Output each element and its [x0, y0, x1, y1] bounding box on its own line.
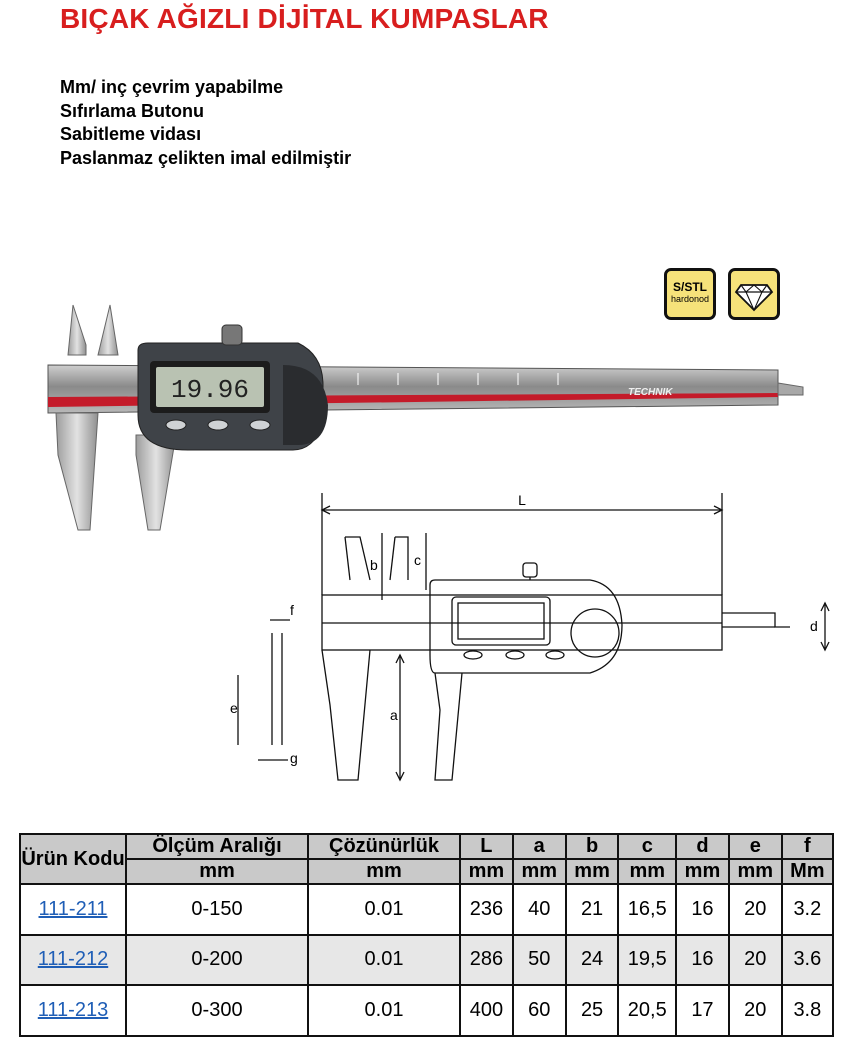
range-cell: 0-150	[126, 884, 308, 935]
product-code-cell	[20, 935, 126, 986]
unit-header: mm	[126, 859, 308, 884]
unit-header: mm	[618, 859, 676, 884]
dimension-label-f: f	[290, 602, 294, 618]
b-cell: 24	[566, 935, 619, 986]
dimension-drawing	[230, 485, 835, 785]
feature-item: Paslanmaz çelikten imal edilmiştir	[60, 147, 352, 168]
L-cell: 400	[460, 985, 513, 1036]
d-cell: 16	[676, 935, 729, 986]
feature-item: Mm/ inç çevrim yapabilme	[60, 77, 284, 97]
column-header-range: Ölçüm Aralığı	[126, 834, 308, 859]
dimension-label-b: b	[370, 557, 378, 573]
range-cell: 0-300	[126, 985, 308, 1036]
c-cell: 16,5	[618, 884, 676, 935]
unit-button	[166, 420, 186, 430]
d-cell: 16	[676, 884, 729, 935]
power-button	[208, 420, 228, 430]
unit-header: mm	[513, 859, 566, 884]
display-value: 19.96	[170, 375, 250, 405]
L-cell: 286	[460, 935, 513, 986]
feature-list	[60, 76, 351, 170]
feature-item: Sıfırlama Butonu	[60, 100, 205, 121]
resolution-cell: 0.01	[308, 985, 460, 1036]
e-cell: 20	[729, 884, 782, 935]
feature-item: Sabitleme vidası	[60, 124, 202, 144]
brand-label: TECHNIK	[628, 387, 673, 398]
e-cell: 20	[729, 935, 782, 986]
column-header-e: e	[729, 834, 782, 859]
c-cell: 20,5	[618, 985, 676, 1036]
unit-header: mm	[460, 859, 513, 884]
f-cell: 3.8	[782, 985, 833, 1036]
a-cell: 60	[513, 985, 566, 1036]
range-cell: 0-200	[126, 935, 308, 986]
unit-header: mm	[566, 859, 619, 884]
dimension-label-L: L	[518, 492, 526, 508]
zero-button	[250, 420, 270, 430]
column-header-c: c	[618, 834, 676, 859]
product-code-link[interactable]: 111-213	[37, 999, 109, 1022]
b-cell: 21	[566, 884, 619, 935]
unit-header: mm	[676, 859, 729, 884]
table-row	[20, 935, 833, 986]
L-cell: 236	[460, 884, 513, 935]
lock-screw	[222, 325, 242, 345]
column-header-a: a	[513, 834, 566, 859]
page-title: BIÇAK AĞIZLI DİJİTAL KUMPASLAR	[60, 3, 549, 34]
column-header-L: L	[460, 834, 513, 859]
column-header-d: d	[676, 834, 729, 859]
resolution-cell: 0.01	[308, 884, 460, 935]
table-row	[20, 884, 833, 935]
product-code-cell	[20, 884, 126, 935]
column-header-f: f	[782, 834, 833, 859]
b-cell: 25	[566, 985, 619, 1036]
product-code-link[interactable]: 111-212	[37, 948, 109, 971]
product-code-cell	[20, 985, 126, 1036]
dimension-label-a: a	[390, 707, 398, 723]
f-cell: 3.2	[782, 884, 833, 935]
unit-header: Mm	[782, 859, 833, 884]
resolution-cell: 0.01	[308, 935, 460, 986]
specs-table	[19, 833, 834, 1037]
a-cell: 50	[513, 935, 566, 986]
unit-header: mm	[308, 859, 460, 884]
column-header-code: Ürün Kodu	[20, 834, 126, 884]
dimension-label-g: g	[290, 750, 298, 766]
d-cell: 17	[676, 985, 729, 1036]
stainless-steel-badge: S/STL hardonod	[664, 268, 716, 320]
column-header-resolution: Çözünürlük	[308, 834, 460, 859]
a-cell: 40	[513, 884, 566, 935]
dimension-label-d: d	[810, 618, 818, 634]
table-row	[20, 985, 833, 1036]
unit-header: mm	[729, 859, 782, 884]
dimension-label-c: c	[414, 552, 421, 568]
dimension-label-e: e	[230, 700, 238, 716]
c-cell: 19,5	[618, 935, 676, 986]
column-header-b: b	[566, 834, 619, 859]
e-cell: 20	[729, 985, 782, 1036]
f-cell: 3.6	[782, 935, 833, 986]
product-code-link[interactable]: 111-211	[38, 897, 108, 920]
